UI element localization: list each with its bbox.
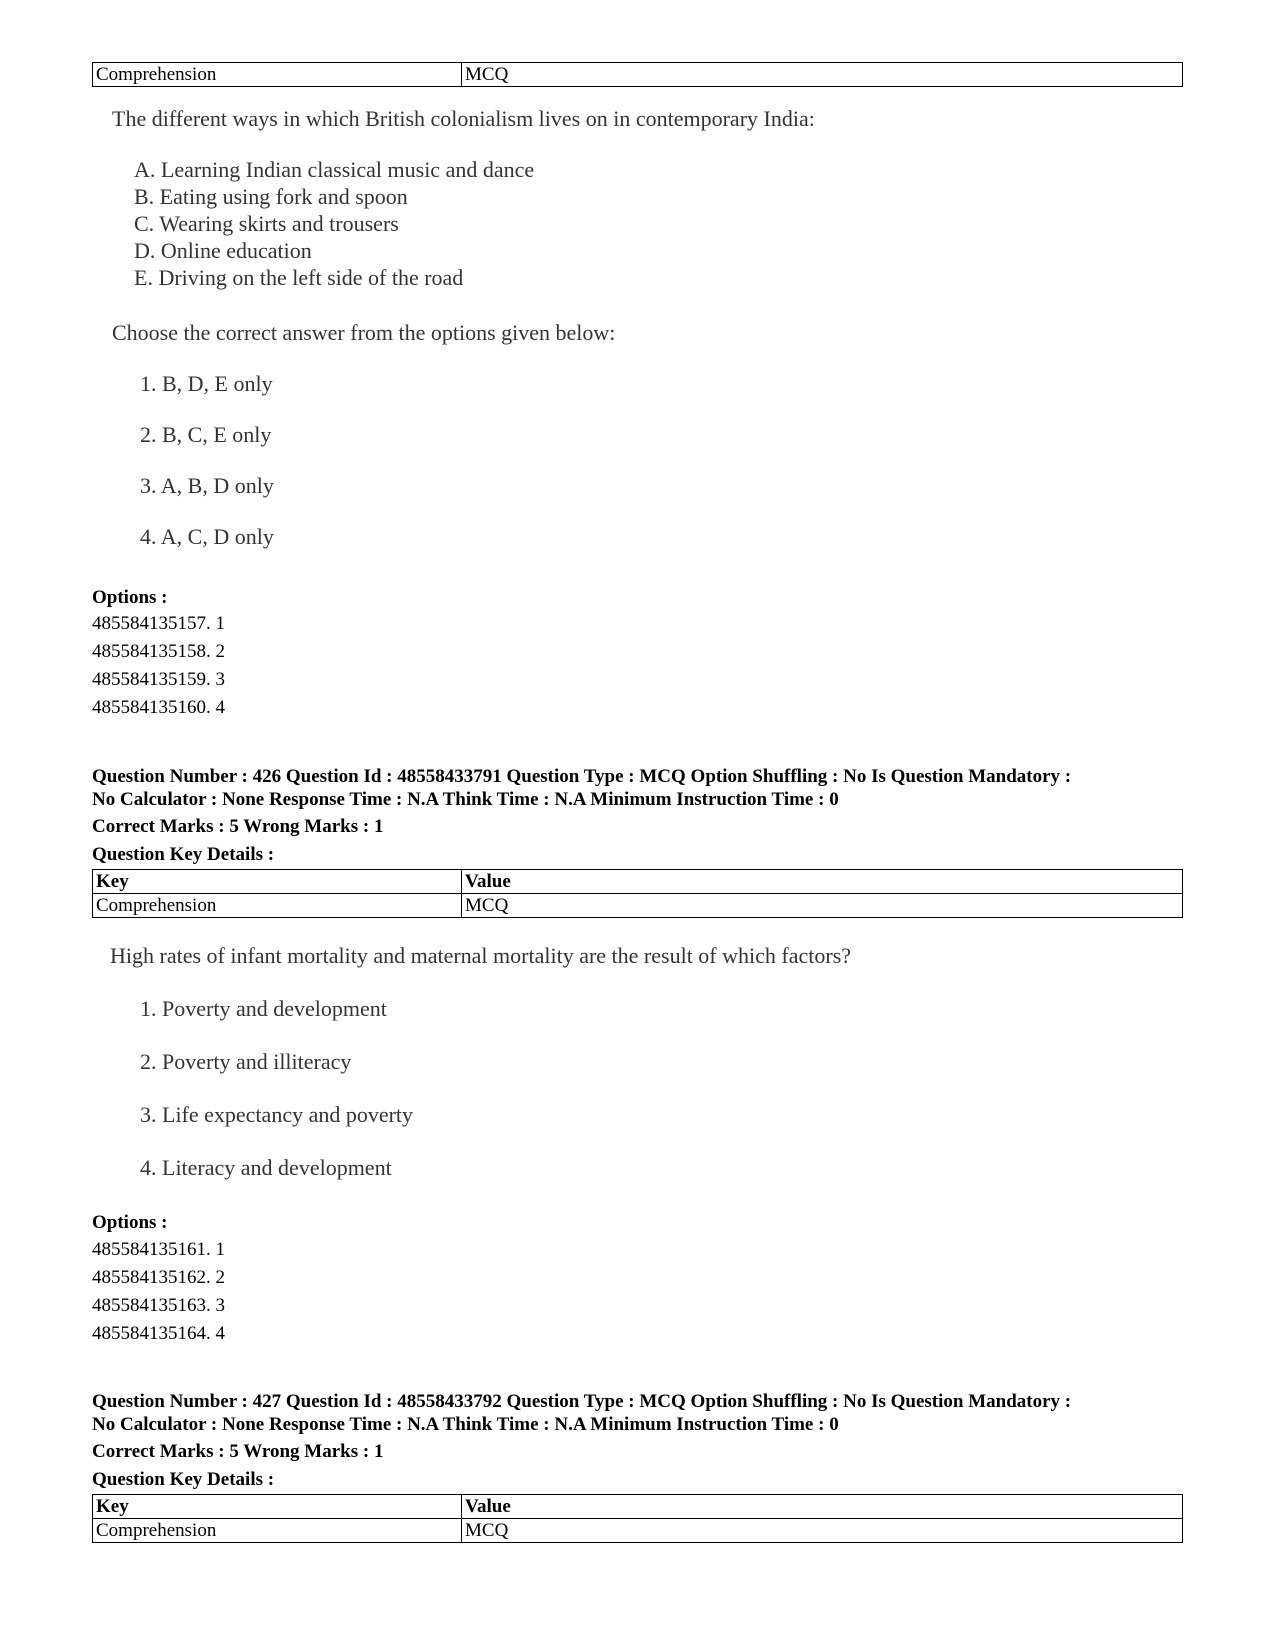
table-cell-key: Comprehension bbox=[93, 894, 462, 918]
table-cell-key: Comprehension bbox=[93, 1519, 462, 1543]
question-header-line: No Calculator : None Response Time : N.A Think Time : N.A Minimum Instruction Time : 0 bbox=[92, 1414, 839, 1435]
question-header-line: No Calculator : None Response Time : N.A Think Time : N.A Minimum Instruction Time : 0 bbox=[92, 789, 839, 810]
option-item: 485584135158. 2 bbox=[92, 641, 225, 662]
choice-item: 3. Life expectancy and poverty bbox=[140, 1102, 414, 1127]
key-details-table bbox=[92, 869, 1183, 918]
key-details-table-top bbox=[92, 62, 1183, 87]
choice-item: 2. Poverty and illiteracy bbox=[140, 1049, 352, 1074]
table-header-value: Value bbox=[462, 870, 1183, 894]
choice-item: 2. B, C, E only bbox=[140, 422, 272, 447]
statement-item: B. Eating using fork and spoon bbox=[134, 184, 408, 209]
question-stem: The different ways in which British colonialism lives on in contemporary India: bbox=[112, 106, 815, 131]
choice-item: 1. Poverty and development bbox=[140, 996, 387, 1021]
option-item: 485584135160. 4 bbox=[92, 697, 225, 718]
option-item: 485584135162. 2 bbox=[92, 1267, 225, 1288]
statement-item: C. Wearing skirts and trousers bbox=[134, 211, 399, 236]
question-header-line: Question Number : 427 Question Id : 48558433792 Question Type : MCQ Option Shuffling : No Is Question Mandatory : bbox=[92, 1391, 1072, 1412]
table-cell-value: MCQ bbox=[462, 894, 1183, 918]
question-header bbox=[92, 1390, 1071, 1436]
table-header-value: Value bbox=[462, 1495, 1183, 1519]
table-header-row bbox=[93, 1495, 1183, 1519]
choice-item: 3. A, B, D only bbox=[140, 473, 274, 498]
choice-item: 4. Literacy and development bbox=[140, 1155, 392, 1180]
table-header-key: Key bbox=[93, 870, 462, 894]
key-details-label: Question Key Details : bbox=[92, 1469, 275, 1490]
statement-item: D. Online education bbox=[134, 238, 312, 263]
table-cell-value: MCQ bbox=[462, 1519, 1183, 1543]
options-list bbox=[92, 610, 225, 722]
question-stem: High rates of infant mortality and maternal mortality are the result of which factors? bbox=[110, 943, 852, 968]
options-label: Options : bbox=[92, 587, 168, 608]
key-details-label: Question Key Details : bbox=[92, 844, 275, 865]
option-item: 485584135159. 3 bbox=[92, 669, 225, 690]
table-header-key: Key bbox=[93, 1495, 462, 1519]
option-item: 485584135161. 1 bbox=[92, 1239, 225, 1260]
marks-line: Correct Marks : 5 Wrong Marks : 1 bbox=[92, 1441, 384, 1462]
choose-instruction: Choose the correct answer from the options given below: bbox=[112, 320, 616, 345]
question-header-line: Question Number : 426 Question Id : 48558433791 Question Type : MCQ Option Shuffling : No Is Question Mandatory : bbox=[92, 766, 1072, 787]
table-row bbox=[93, 63, 1183, 87]
option-item: 485584135157. 1 bbox=[92, 613, 225, 634]
options-list bbox=[92, 1236, 225, 1348]
choice-item: 4. A, C, D only bbox=[140, 524, 274, 549]
statement-item: E. Driving on the left side of the road bbox=[134, 265, 464, 290]
question-header bbox=[92, 765, 1071, 811]
options-label: Options : bbox=[92, 1212, 168, 1233]
key-details-table bbox=[92, 1494, 1183, 1543]
marks-line: Correct Marks : 5 Wrong Marks : 1 bbox=[92, 816, 384, 837]
table-cell-key: Comprehension bbox=[93, 63, 462, 87]
option-item: 485584135163. 3 bbox=[92, 1295, 225, 1316]
table-cell-value: MCQ bbox=[462, 63, 1183, 87]
option-item: 485584135164. 4 bbox=[92, 1323, 225, 1344]
table-header-row bbox=[93, 870, 1183, 894]
statement-item: A. Learning Indian classical music and dance bbox=[134, 157, 535, 182]
table-row bbox=[93, 894, 1183, 918]
table-row bbox=[93, 1519, 1183, 1543]
choice-item: 1. B, D, E only bbox=[140, 371, 273, 396]
statement-list bbox=[134, 156, 534, 291]
